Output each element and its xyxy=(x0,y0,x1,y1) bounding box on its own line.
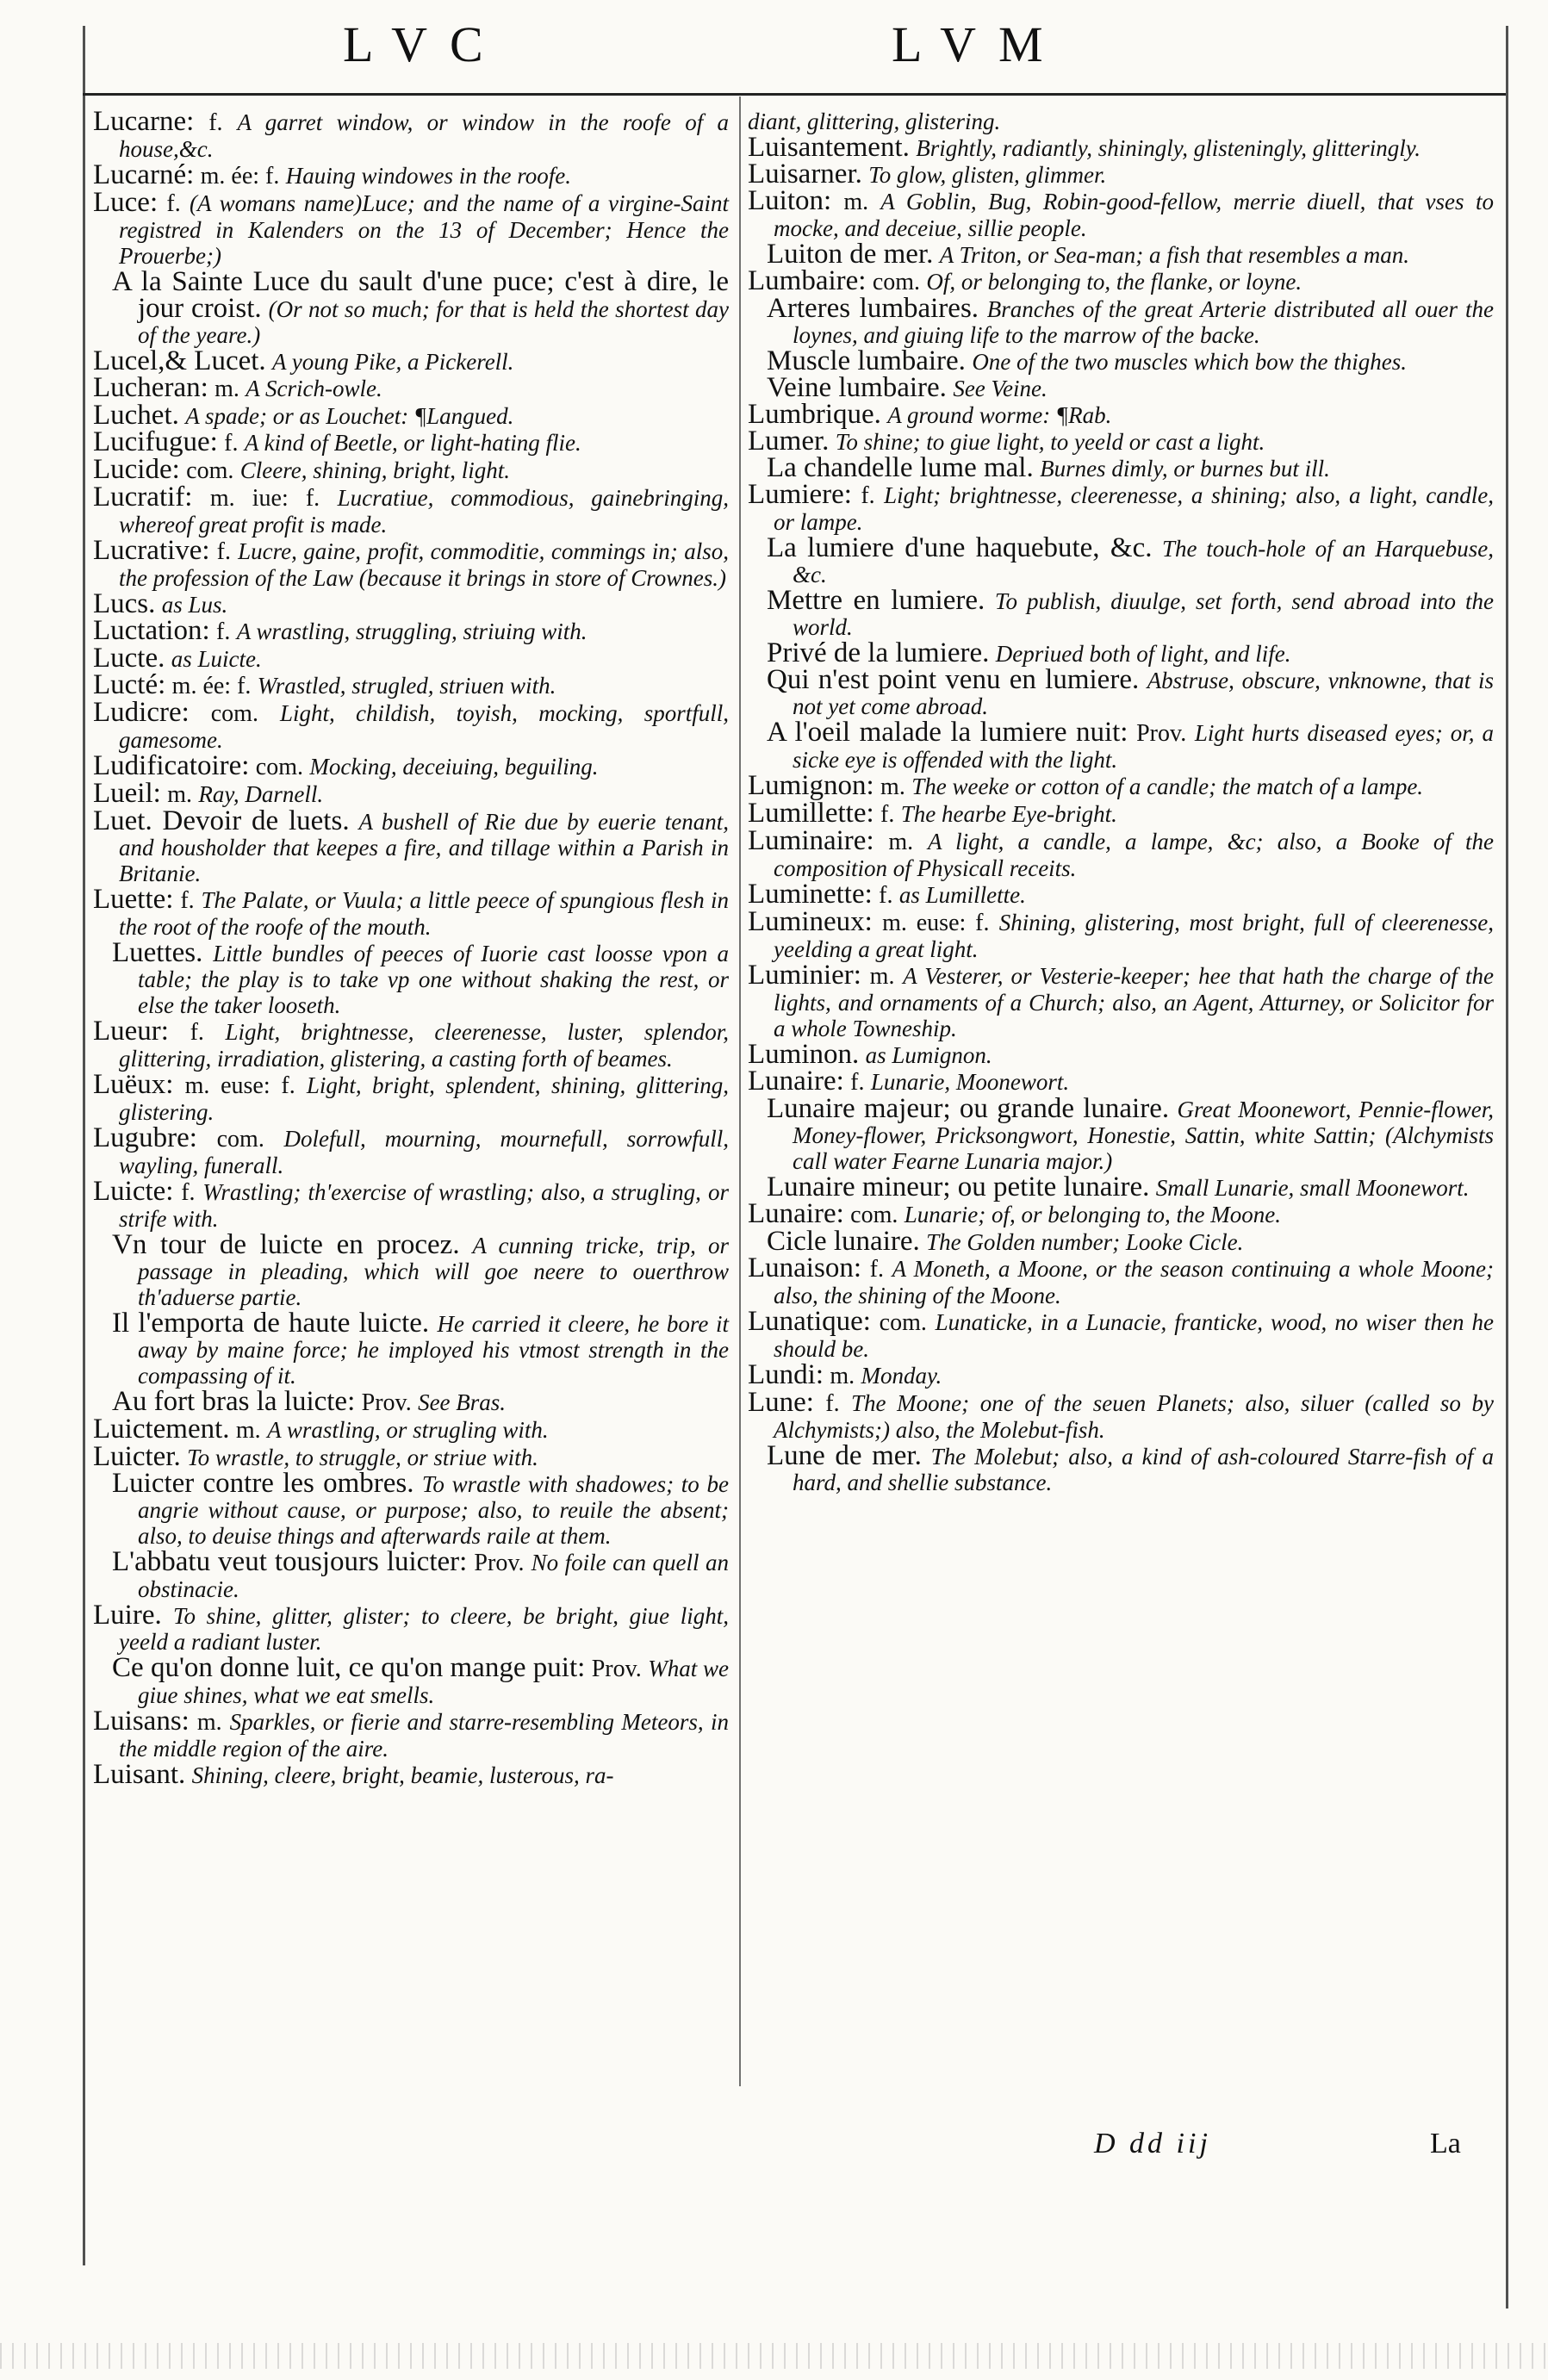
definition: To shine, glitter, glister; to cleere, be bright, giue light, yeeld a radiant luster. xyxy=(119,1603,730,1655)
definition: Light; brightnesse, cleerenesse, a shining; also, a light, candle, or lampe. xyxy=(774,482,1494,535)
dictionary-entry xyxy=(93,750,729,781)
definition: A young Pike, a Pickerell. xyxy=(272,349,514,375)
dictionary-entry xyxy=(93,1546,730,1602)
definition: What we giue shines, what we eat smells. xyxy=(138,1656,729,1708)
dictionary-entry xyxy=(748,962,1494,1041)
dictionary-entry xyxy=(93,1470,729,1549)
dictionary-entry xyxy=(748,532,1494,587)
dictionary-entry xyxy=(93,187,729,269)
definition: (Or not so much; for that is held the shortest day of the yeare.) xyxy=(138,296,729,348)
dictionary-entry xyxy=(93,266,729,348)
definition: No foile can quell an obstinacie. xyxy=(138,1550,730,1602)
dictionary-entry xyxy=(93,937,730,1018)
dictionary-entry xyxy=(93,106,730,162)
definition: Burnes dimly, or burnes but ill. xyxy=(1040,456,1330,482)
left-column xyxy=(93,106,730,1790)
definition: A Goblin, Bug, Robin-good-fellow, merrie diuell, that vses to mocke, and deceiue, sillie people. xyxy=(774,189,1495,241)
headword: Luette: xyxy=(93,884,174,915)
definition: A garret window, or window in the roofe of a house,&c. xyxy=(119,109,730,162)
definition: To publish, diuulge, set forth, send abroad into the world. xyxy=(793,588,1494,640)
dictionary-entry xyxy=(93,1602,729,1655)
dictionary-entry xyxy=(748,1252,1495,1308)
definition: Cleere, shining, bright, light. xyxy=(239,457,511,483)
headword: Lueil: xyxy=(93,778,161,809)
dictionary-entry xyxy=(93,1229,729,1310)
headword: Mettre en lumiere. xyxy=(767,585,985,616)
dictionary-entry xyxy=(93,615,729,646)
dictionary-entry xyxy=(93,1310,729,1389)
dictionary-entry xyxy=(748,345,1494,376)
dictionary-entry xyxy=(93,699,729,753)
definition: Lunaticke, in a Lunacie, franticke, wood, no wiser then he should be. xyxy=(774,1309,1494,1362)
dictionary-entry xyxy=(748,1068,1494,1096)
dictionary-entry xyxy=(93,345,729,376)
headword: Lucrative: xyxy=(93,535,210,566)
headword: Lumillette: xyxy=(748,798,874,829)
headword: Luicte: xyxy=(93,1176,174,1207)
headword: Luicter contre les ombres. xyxy=(112,1468,414,1499)
dictionary-entry xyxy=(93,402,729,429)
definition: Lunarie; of, or belonging to, the Moone. xyxy=(904,1202,1281,1227)
definition: Shining, glistering, most bright, full of cleerenesse, yeelding a great light. xyxy=(774,910,1495,962)
definition: Small Lunarie, small Moonewort. xyxy=(1155,1175,1470,1201)
dictionary-entry xyxy=(748,479,1494,535)
headword: Ludificatoire: xyxy=(93,750,250,781)
header-rule xyxy=(83,93,1506,96)
grammar-label: m. xyxy=(830,1363,855,1389)
definition: Mocking, deceiuing, beguiling. xyxy=(309,754,599,780)
dictionary-entry xyxy=(93,1122,730,1178)
headword: Lucté: xyxy=(93,669,166,700)
definition: Wrastling; th'exercise of wrastling; also, a strugling, or strife with. xyxy=(119,1179,730,1232)
headword: Lucarne: xyxy=(93,106,195,137)
definition: Ray, Darnell. xyxy=(198,781,324,807)
grammar-label: m. xyxy=(196,1709,222,1736)
headword: Luisans: xyxy=(93,1706,190,1737)
headword: Lucs. xyxy=(93,588,156,619)
definition: Monday. xyxy=(861,1363,942,1389)
dictionary-entry xyxy=(93,1018,729,1072)
dictionary-entry xyxy=(748,1198,1494,1229)
headword: Lunaire: xyxy=(748,1198,844,1229)
headword: Lucide: xyxy=(93,454,180,485)
definition: Little bundles of peeces of Iuorie cast loosse vpon a table; the play is to take vp one without shaking the rest, or else the taker looseth. xyxy=(138,941,730,1018)
headword: Lueur: xyxy=(93,1016,169,1047)
grammar-label: m. ée: f. xyxy=(200,163,280,190)
headword: Luce: xyxy=(93,187,159,218)
dictionary-entry xyxy=(748,881,1494,909)
headword: Lunatique: xyxy=(748,1306,871,1337)
grammar-label: f. xyxy=(208,109,223,136)
grammar-label: m. xyxy=(880,774,905,800)
headword: Lumiere: xyxy=(748,479,852,510)
headword: Luëux: xyxy=(93,1069,174,1100)
dictionary-entry xyxy=(93,1652,729,1708)
headword: Ludicre: xyxy=(93,697,190,728)
grammar-label: com. xyxy=(850,1202,898,1228)
headword: Lunaire majeur; ou grande lunaire. xyxy=(767,1093,1170,1124)
dictionary-entry xyxy=(748,134,1494,161)
dictionary-entry xyxy=(93,426,729,457)
grammar-label: m. xyxy=(869,963,895,990)
headword: Lundi: xyxy=(748,1359,824,1390)
grammar-label: Prov. xyxy=(361,1389,412,1416)
dictionary-entry xyxy=(748,452,1494,483)
definition: Shining, cleere, bright, beamie, lusterous, ra- xyxy=(191,1762,614,1788)
grammar-label: m. xyxy=(235,1417,261,1444)
headword: Cicle lunaire. xyxy=(767,1226,920,1257)
headword: Luchet. xyxy=(93,400,179,431)
definition: He carried it cleere, he bore it away by maine force; he imployed his vtmost strength in the compassing of it. xyxy=(138,1311,730,1389)
definition: A cunning tricke, trip, or passage in pleading, which will goe neere to ouerthrow th'aduerse partie. xyxy=(138,1233,729,1310)
dictionary-entry xyxy=(93,886,729,940)
definition: The weeke or cotton of a candle; the match of a lampe. xyxy=(911,774,1424,799)
headword: Luminon. xyxy=(748,1039,860,1070)
dictionary-entry xyxy=(93,535,729,591)
definition: Brightly, radiantly, shiningly, glisteningly, glitteringly. xyxy=(916,135,1421,161)
dictionary-entry xyxy=(748,158,1494,190)
dictionary-entry xyxy=(748,241,1494,268)
headword: Luminier: xyxy=(748,960,861,991)
running-head-left: LVC xyxy=(343,16,506,72)
grammar-label: Prov. xyxy=(1136,720,1187,747)
definition: Lunarie, Moonewort. xyxy=(870,1069,1070,1095)
dictionary-entry xyxy=(748,800,1494,828)
definition: as Lus. xyxy=(161,592,228,618)
dictionary-entry xyxy=(93,805,729,886)
definition: Abstruse, obscure, vnknowne, that is not yet come abroad. xyxy=(793,668,1494,719)
grammar-label: f. xyxy=(180,887,195,914)
headword: La chandelle lume mal. xyxy=(767,452,1034,483)
definition: Light, childish, toyish, mocking, sportfull, gamesome. xyxy=(119,700,730,753)
dictionary-entry xyxy=(748,428,1494,455)
dictionary-entry xyxy=(93,1069,730,1125)
grammar-label: m. ée: f. xyxy=(171,673,252,699)
grammar-label: com. xyxy=(216,1126,264,1153)
headword: Luisant. xyxy=(93,1759,186,1790)
definition: One of the two muscles which bow the thighes. xyxy=(972,349,1408,375)
grammar-label: f. xyxy=(879,882,893,909)
dictionary-entry xyxy=(93,645,729,672)
definition: A Scrich-owle. xyxy=(246,376,382,401)
definition: To shine; to giue light, to yeeld or cast a light. xyxy=(835,429,1265,455)
grammar-label: m. euse: f. xyxy=(882,910,990,936)
definition: as Lumignon. xyxy=(865,1042,992,1068)
dictionary-entry xyxy=(93,1759,729,1790)
headword: Luiton: xyxy=(748,185,832,216)
definition: A wrastling, struggling, striuing with. xyxy=(236,618,587,644)
dictionary-entry xyxy=(748,109,1494,134)
left-border xyxy=(83,26,85,2265)
dictionary-entry xyxy=(748,719,1494,773)
definition: A ground worme: ¶Rab. xyxy=(887,402,1112,428)
headword: Lunaire mineur; ou petite lunaire. xyxy=(767,1171,1150,1202)
dictionary-entry xyxy=(93,484,729,538)
headword: Lune de mer. xyxy=(767,1440,922,1471)
column-divider xyxy=(739,96,741,2086)
headword: Lunaison: xyxy=(748,1252,861,1283)
grammar-label: f. xyxy=(825,1390,840,1417)
dictionary-entry xyxy=(93,780,729,808)
dictionary-entry xyxy=(93,1441,729,1472)
dictionary-entry xyxy=(748,372,1494,403)
headword: Lucel,& Lucet. xyxy=(93,345,266,376)
definition: A light, a candle, a lampe, &c; also, a Booke of the composition of Physicall receits. xyxy=(774,829,1495,881)
headword: Luicter. xyxy=(93,1441,181,1472)
grammar-label: m. xyxy=(167,781,192,808)
definition: A wrastling, or strugling with. xyxy=(267,1417,549,1443)
grammar-label: m. euse: f. xyxy=(184,1072,295,1099)
grammar-label: f. xyxy=(224,430,239,457)
grammar-label: f. xyxy=(869,1256,884,1283)
grammar-label: m. xyxy=(888,829,914,855)
definition: To wrastle with shadowes; to be angrie without cause, or purpose; also, to reuile the absent; also, to deuise things and afterwards raile at them. xyxy=(138,1471,730,1549)
dictionary-entry xyxy=(748,1359,1494,1390)
headword: Luctation: xyxy=(93,615,210,646)
definition: To wrastle, to struggle, or striue with. xyxy=(187,1445,538,1470)
headword: Vn tour de luicte en procez. xyxy=(112,1229,460,1260)
headword: Muscle lumbaire. xyxy=(767,345,966,376)
headword: Luet. Devoir de luets. xyxy=(93,805,350,836)
headword: Arteres lumbaires. xyxy=(767,293,979,324)
dictionary-entry xyxy=(93,669,729,700)
grammar-label: f. xyxy=(861,482,875,509)
signature-mark: D dd iij xyxy=(1094,2128,1211,2159)
dictionary-entry xyxy=(748,1041,1494,1068)
headword: Lunaire: xyxy=(748,1066,844,1097)
definition: The hearbe Eye-bright. xyxy=(900,801,1117,827)
grammar-label: f. xyxy=(181,1179,196,1206)
dictionary-entry xyxy=(93,372,729,403)
grammar-label: com. xyxy=(879,1309,927,1336)
definition: Light, bright, splendent, shining, glittering, glistering. xyxy=(119,1072,730,1125)
grammar-label: com. xyxy=(255,754,304,780)
definition: Hauing windowes in the roofe. xyxy=(285,163,572,189)
definition: diant, glittering, glistering. xyxy=(748,109,1001,134)
definition: Wrastled, strugled, striuen with. xyxy=(257,673,556,699)
headword: Lucratif: xyxy=(93,482,193,513)
headword: Lumbaire: xyxy=(748,265,867,296)
grammar-label: f. xyxy=(190,1019,204,1046)
dictionary-entry xyxy=(93,1178,729,1232)
definition: Of, or belonging to, the flanke, or loyne. xyxy=(926,269,1302,295)
grammar-label: Prov. xyxy=(474,1550,525,1576)
running-head-right: LVM xyxy=(892,16,1066,72)
grammar-label: m. iue: f. xyxy=(209,485,320,512)
grammar-label: Prov. xyxy=(591,1656,642,1682)
definition: A kind of Beetle, or light-hating flie. xyxy=(244,430,581,456)
headword: Lumbrique. xyxy=(748,399,881,430)
definition: Great Moonewort, Pennie-flower, Money-flower, Pricksongwort, Honestie, Sattin, white Sattin; (Alchymists call water Fearne Lunaria major.) xyxy=(793,1097,1494,1174)
definition: Lucre, gaine, profit, commoditie, commings in; also, the profession of the Law (because it brings in store of Crownes.) xyxy=(119,538,729,591)
definition: The Golden number; Looke Cicle. xyxy=(926,1229,1244,1255)
grammar-label: m. xyxy=(214,376,239,402)
definition: To glow, glisten, glimmer. xyxy=(868,162,1107,188)
headword: Au fort bras la luicte: xyxy=(112,1386,356,1417)
headword: Lucifugue: xyxy=(93,426,218,457)
definition: A bushell of Rie due by euerie tenant, and housholder that keepes a fire, and tillage within a Parish in Britanie. xyxy=(119,809,729,886)
dictionary-entry xyxy=(748,770,1494,801)
dictionary-entry xyxy=(748,295,1494,348)
definition: The Moone; one of the seuen Planets; also, siluer (called so by Alchymists;) also, the Molebut-fish. xyxy=(774,1390,1495,1443)
headword: Lucheran: xyxy=(93,372,208,403)
definition: Light, brightnesse, cleerenesse, luster, splendor, glittering, irradiation, glistering, a casting forth of beames. xyxy=(119,1019,730,1072)
definition: A spade; or as Louchet: ¶Langued. xyxy=(185,403,514,429)
definition: as Lumillette. xyxy=(898,882,1026,908)
dictionary-entry xyxy=(748,1389,1494,1443)
headword: La lumiere d'une haquebute, &c. xyxy=(767,532,1153,563)
dictionary-entry xyxy=(93,1386,729,1417)
definition: A Moneth, a Moone, or the season continuing a whole Moone; also, the shining of the Moone. xyxy=(774,1256,1495,1308)
headword: Ce qu'on donne luit, ce qu'on mange puit: xyxy=(112,1652,586,1683)
definition: Lucratiue, commodious, gainebringing, whereof great profit is made. xyxy=(119,485,730,538)
headword: Luisantement. xyxy=(748,132,910,163)
dictionary-entry xyxy=(748,1440,1495,1495)
definition: Branches of the great Arterie distributed all ouer the loynes, and giuing life to the marrow of the backe. xyxy=(793,296,1494,348)
headword: A l'oeil malade la lumiere nuit: xyxy=(767,717,1128,748)
headword: Il l'emporta de haute luicte. xyxy=(112,1308,430,1339)
headword: Luire. xyxy=(93,1600,162,1631)
dictionary-entry xyxy=(748,265,1494,296)
definition: Light hurts diseased eyes; or, a sicke eye is offended with the light. xyxy=(793,720,1495,773)
dictionary-entry xyxy=(748,587,1494,640)
grammar-label: f. xyxy=(216,618,231,645)
dictionary-entry xyxy=(748,637,1494,668)
headword: Veine lumbaire. xyxy=(767,372,947,403)
grammar-label: com. xyxy=(872,269,921,295)
page-edge-noise xyxy=(0,2343,1548,2369)
definition: Sparkles, or fierie and starre-resembling Meteors, in the middle region of the aire. xyxy=(119,1709,729,1762)
definition: The Molebut; also, a kind of ash-coloured Starre-fish of a hard, and shellie substance. xyxy=(793,1444,1495,1495)
headword: Lugubre: xyxy=(93,1122,197,1153)
catchword: La xyxy=(1430,2128,1461,2159)
definition: as Luicte. xyxy=(171,646,262,672)
definition: See Veine. xyxy=(953,376,1048,401)
headword: Luminaire: xyxy=(748,825,874,856)
headword: Lumignon: xyxy=(748,770,874,801)
dictionary-entry xyxy=(93,1416,729,1444)
headword: A la Sainte Luce du sault d'une puce; c'est à dire, le jour croist. xyxy=(112,266,729,324)
definition: The Palate, or Vuula; a little peece of spungious flesh in the root of the roofe of the mouth. xyxy=(119,887,729,940)
headword: Lucarné: xyxy=(93,159,195,190)
dictionary-entry xyxy=(748,1093,1494,1174)
grammar-label: f. xyxy=(216,538,231,565)
definition: A Vesterer, or Vesterie-keeper; hee that hath the charge of the lights, and ornaments of a Church; also, an Agent, Atturney, or Solicitor for a whole Towneship. xyxy=(774,963,1494,1041)
dictionary-entry xyxy=(93,454,729,485)
definition: A Triton, or Sea-man; a fish that resembles a man. xyxy=(939,242,1410,268)
dictionary-entry xyxy=(748,1308,1494,1362)
grammar-label: com. xyxy=(186,457,234,484)
grammar-label: f. xyxy=(850,1069,865,1096)
dictionary-entry xyxy=(93,159,729,190)
right-border xyxy=(1506,26,1508,2309)
definition: See Bras. xyxy=(418,1389,507,1415)
dictionary-entry xyxy=(748,664,1494,719)
headword: Lumer. xyxy=(748,426,830,457)
headword: Privé de la lumiere. xyxy=(767,637,990,668)
definition: Dolefull, mourning, mournefull, sorrowfull, wayling, funerall. xyxy=(119,1126,730,1178)
dictionary-entry xyxy=(93,588,729,619)
headword: Lucte. xyxy=(93,643,165,674)
dictionary-entry xyxy=(748,1171,1494,1202)
grammar-label: f. xyxy=(880,801,895,828)
definition: (A womans name)Luce; and the name of a virgine-Saint registred in Kalenders on the 13 of December; Hence the Prouerbe;) xyxy=(119,190,729,269)
grammar-label: m. xyxy=(843,189,869,215)
definition: The touch-hole of an Harquebuse, &c. xyxy=(793,536,1494,587)
grammar-label: f. xyxy=(166,190,181,217)
headword: Lumineux: xyxy=(748,906,873,937)
headword: Lune: xyxy=(748,1387,814,1418)
grammar-label: com. xyxy=(210,700,258,727)
dictionary-entry xyxy=(93,1708,729,1762)
dictionary-entry xyxy=(748,1228,1494,1255)
headword: Luiton de mer. xyxy=(767,239,934,270)
dictionary-entry xyxy=(748,906,1495,962)
headword: Luisarner. xyxy=(748,158,862,190)
headword: Luictement. xyxy=(93,1414,230,1445)
headword: L'abbatu veut tousjours luicter: xyxy=(112,1546,468,1577)
dictionary-entry xyxy=(748,825,1495,881)
dictionary-entry xyxy=(748,185,1495,241)
right-column xyxy=(748,109,1494,1495)
headword: Luminette: xyxy=(748,879,873,910)
dictionary-entry xyxy=(748,401,1494,428)
definition: Depriued both of light, and life. xyxy=(995,641,1291,667)
headword: Qui n'est point venu en lumiere. xyxy=(767,664,1140,695)
headword: Luettes. xyxy=(112,937,203,968)
